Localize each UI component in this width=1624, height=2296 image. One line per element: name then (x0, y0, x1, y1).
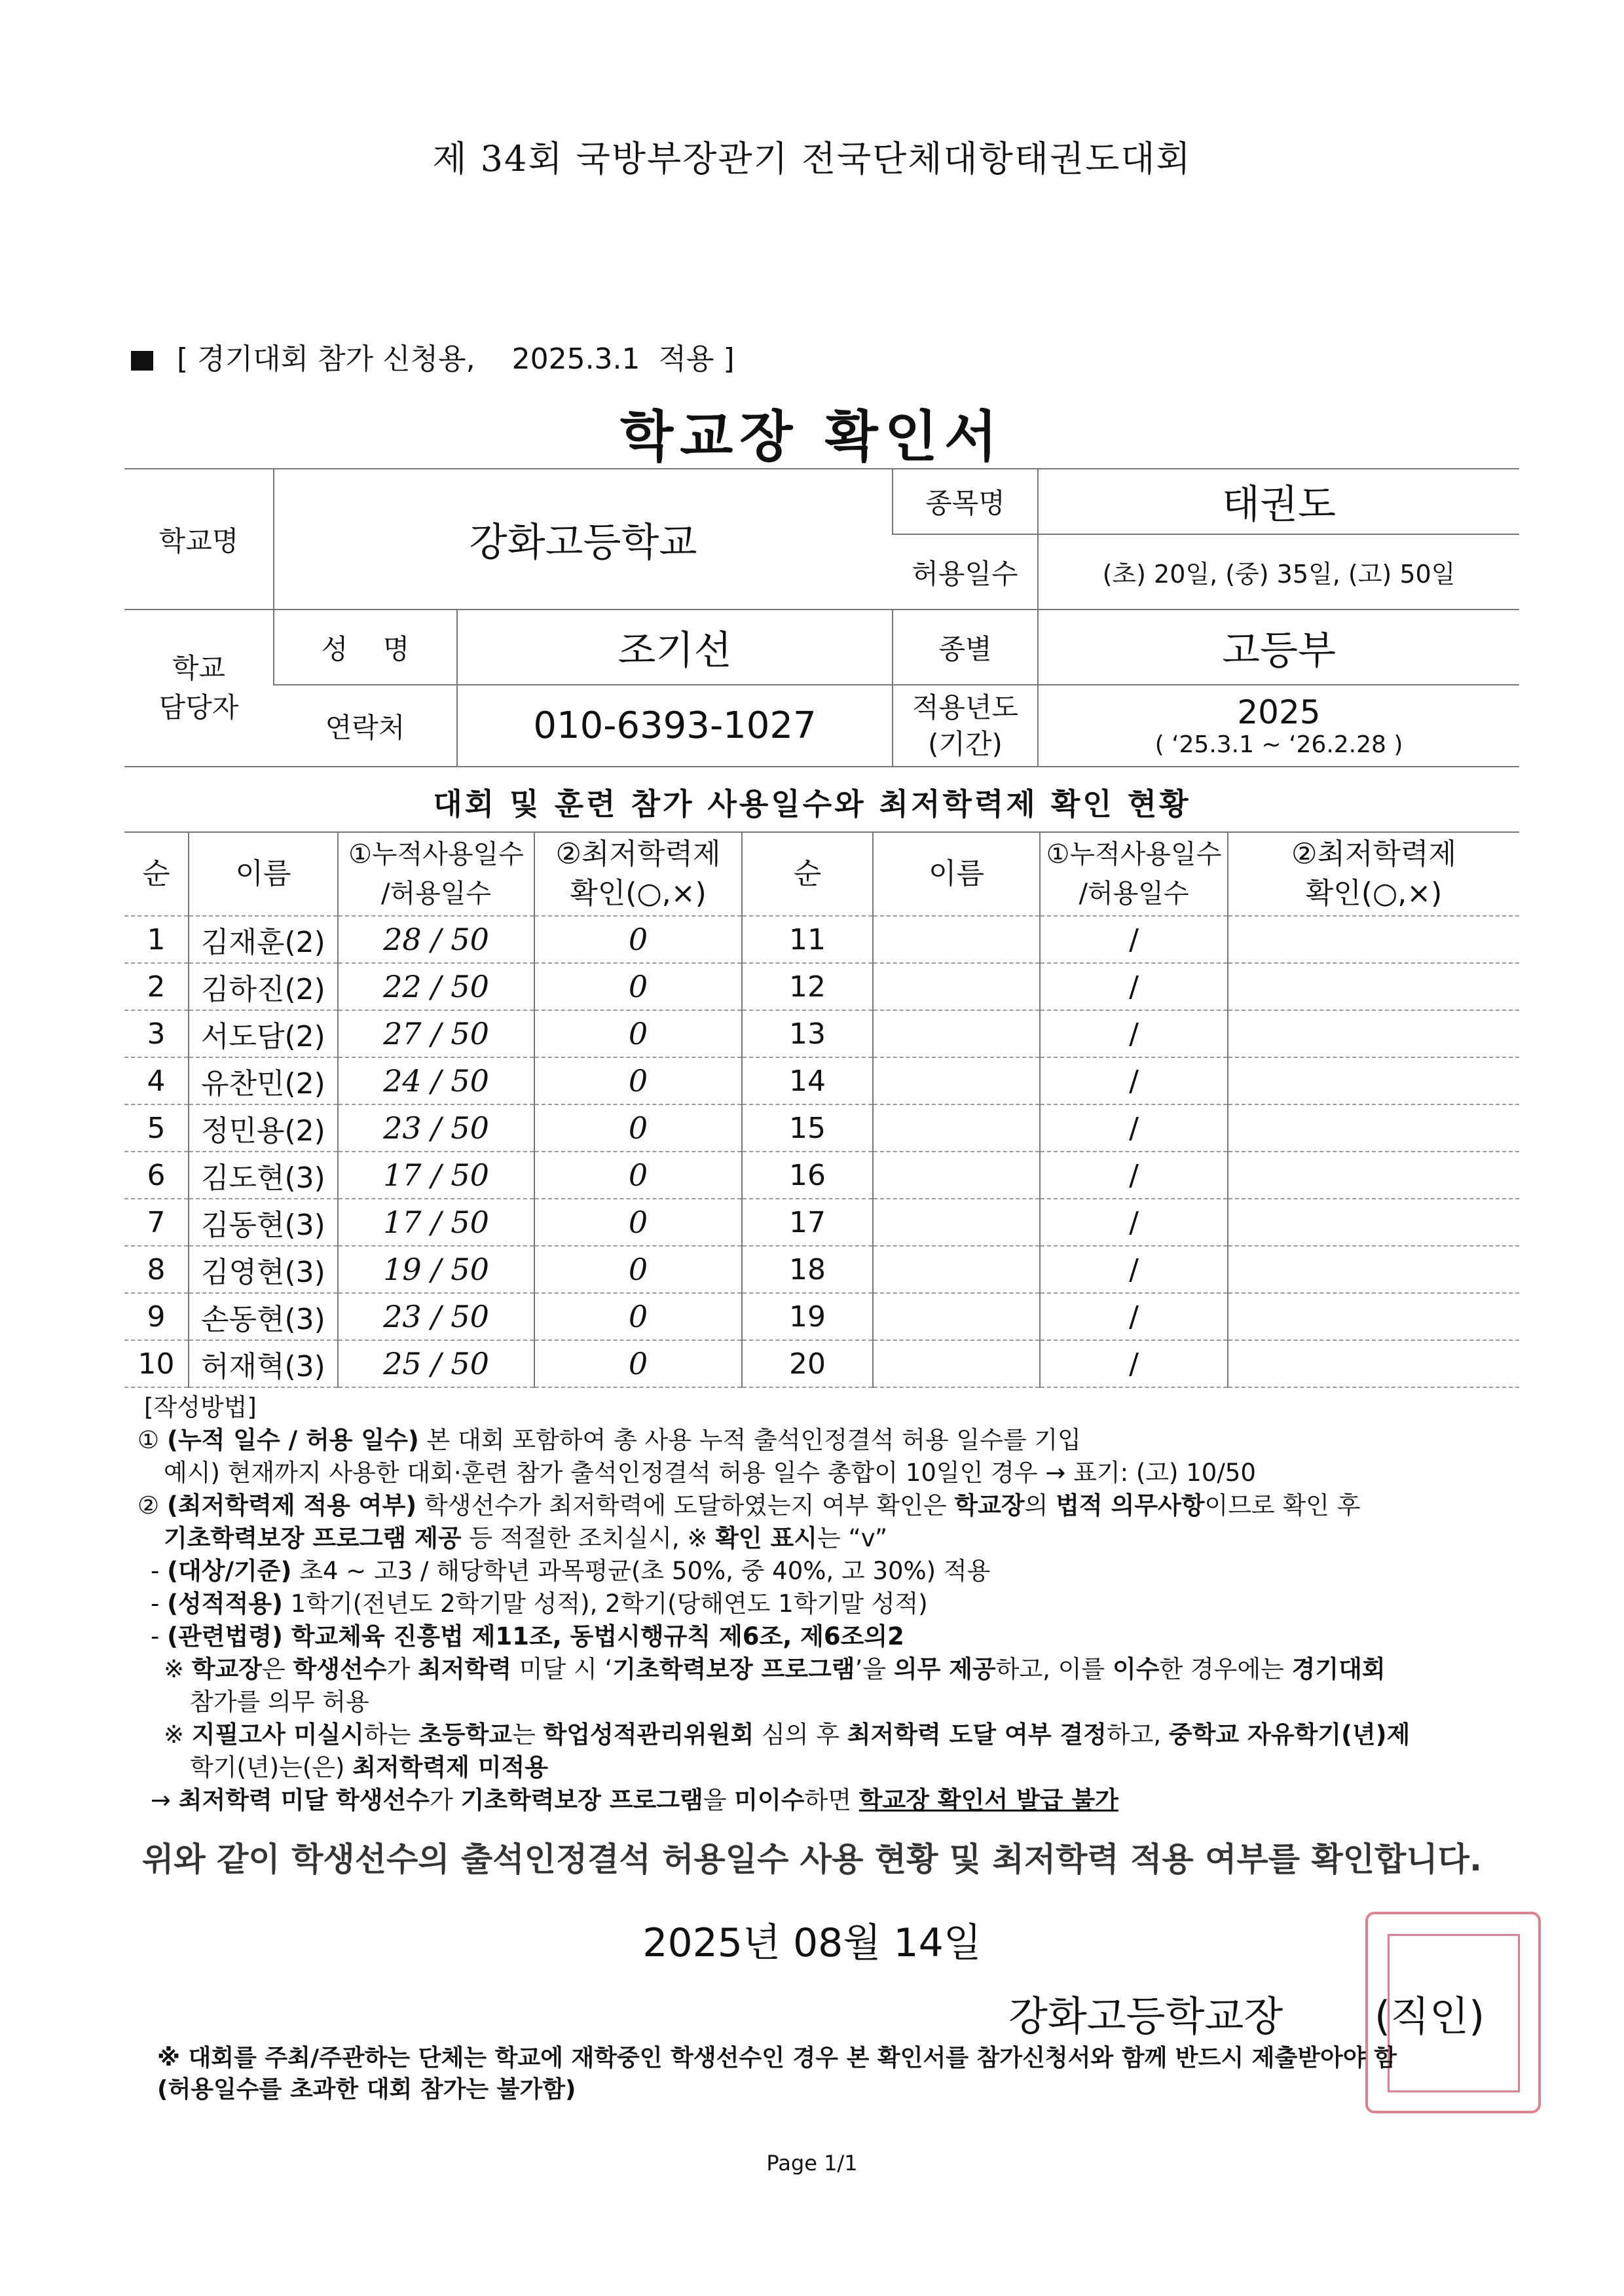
student-name-2 (873, 1152, 1040, 1199)
table-row (124, 963, 1519, 1010)
days-used: 22 / 50 (338, 963, 534, 1010)
info-table (124, 468, 1519, 767)
student-name-2 (873, 963, 1040, 1010)
header-no: 순 (124, 832, 189, 916)
student-name: 손동현(3) (189, 1293, 338, 1340)
manager-label: 학교 담당자 (124, 610, 274, 767)
days-used-2: / (1040, 1199, 1228, 1246)
table-row (124, 1340, 1519, 1387)
student-name: 서도담(2) (189, 1010, 338, 1057)
school-label: 학교명 (124, 469, 274, 610)
academic-check-2 (1228, 1010, 1519, 1057)
manager-name: 조기선 (457, 610, 893, 685)
table-row (124, 1104, 1519, 1152)
academic-check: 0 (534, 1010, 742, 1057)
period-value: ( ‘25.3.1 ~ ‘26.2.28 ) (1154, 731, 1403, 758)
row-no: 6 (124, 1152, 189, 1199)
table-row (124, 1246, 1519, 1293)
school-name: 강화고등학교 (274, 469, 893, 610)
academic-check-2 (1228, 1340, 1519, 1387)
student-name-2 (873, 1104, 1040, 1152)
row-no: 2 (124, 963, 189, 1010)
header-no-2: 순 (742, 832, 873, 916)
header-academic-2: ②최저학력제 확인(○,×) (1228, 832, 1519, 916)
year-label: 적용년도 (기간) (893, 685, 1038, 767)
confirm-statement: 위와 같이 학생선수의 출석인정결석 허용일수 사용 현황 및 최저학력 적용 여부를 확인합니다. (142, 1840, 1482, 1878)
student-name: 김동현(3) (189, 1199, 338, 1246)
student-name-2 (873, 1057, 1040, 1104)
academic-check-2 (1228, 1246, 1519, 1293)
student-name: 김영현(3) (189, 1246, 338, 1293)
row-no-2: 15 (742, 1104, 873, 1152)
student-name: 허재혁(3) (189, 1340, 338, 1387)
student-name: 김하진(2) (189, 963, 338, 1010)
days-used-2: / (1040, 1293, 1228, 1340)
days-used-2: / (1040, 916, 1228, 963)
row-no-2: 18 (742, 1246, 873, 1293)
detail-law: - (관련법령) 학교체육 진흥법 제11조, 동법시행규칙 제6조, 제6조의2 (151, 1622, 904, 1650)
notes-title: [작성방법] (144, 1393, 257, 1421)
days-used: 19 / 50 (338, 1246, 534, 1293)
student-name: 김도현(3) (189, 1152, 338, 1199)
row-no: 3 (124, 1010, 189, 1057)
row-no-2: 20 (742, 1340, 873, 1387)
header-days-2: ①누적사용일수 /허용일수 (1040, 832, 1228, 916)
page-number: Page 1/1 (766, 2151, 858, 2176)
year-value: 2025 (1237, 693, 1321, 731)
days-used: 17 / 50 (338, 1199, 534, 1246)
row-no: 1 (124, 916, 189, 963)
student-name: 김재훈(2) (189, 916, 338, 963)
contact-value: 010-6393-1027 (457, 685, 893, 767)
sport-label: 종목명 (893, 469, 1038, 534)
row-no: 10 (124, 1340, 189, 1387)
academic-check-2 (1228, 1104, 1519, 1152)
row-no-2: 19 (742, 1293, 873, 1340)
row-no-2: 16 (742, 1152, 873, 1199)
principal-signature (1008, 1984, 1485, 2042)
name-label: 성 명 (274, 610, 457, 685)
days-used-2: / (1040, 1057, 1228, 1104)
academic-check: 0 (534, 1104, 742, 1152)
academic-check: 0 (534, 1057, 742, 1104)
row-no-2: 13 (742, 1010, 873, 1057)
academic-check-2 (1228, 1057, 1519, 1104)
academic-check: 0 (534, 1199, 742, 1246)
section-label: [ 경기대회 참가 신청용, 2025.3.1 적용 ] (177, 342, 735, 376)
table-row (124, 1057, 1519, 1104)
days-used-2: / (1040, 1152, 1228, 1199)
row-no: 5 (124, 1104, 189, 1152)
document-title: 학교장 확인서 (619, 405, 1005, 469)
header-academic: ②최저학력제 확인(○,×) (534, 832, 742, 916)
days-used-2: / (1040, 1340, 1228, 1387)
special-note-1: ※ 학교장은 학생선수가 최저학력 미달 시 ‘기초학력보장 프로그램’을 의무 제공하고, 이를 이수한 경우에는 경기대회 (164, 1655, 1386, 1683)
special-note-2: ※ 지필고사 미실시하는 초등학교는 학업성적관리위원회 심의 후 최저학력 도달 여부 결정하고, 중학교 자유학기(년)제 (164, 1721, 1411, 1749)
allowed-days-value: (초) 20일, (중) 35일, (고) 50일 (1038, 534, 1519, 610)
student-name-2 (873, 1199, 1040, 1246)
row-no-2: 14 (742, 1057, 873, 1104)
row-no-2: 11 (742, 916, 873, 963)
days-used: 27 / 50 (338, 1010, 534, 1057)
special-note-1-line-2: 참가를 의무 허용 (190, 1688, 369, 1716)
footnote (157, 2043, 1397, 2105)
row-no: 9 (124, 1293, 189, 1340)
academic-check-2 (1228, 1152, 1519, 1199)
note-2: ② (최저학력제 적용 여부) 학생선수가 최저학력에 도달하였는지 여부 확인은 학교장의 법적 의무사항이므로 확인 후 (138, 1491, 1361, 1520)
student-name-2 (873, 1010, 1040, 1057)
footnote-line-1: ※ 대회를 주최/주관하는 단체는 학교에 재학중인 학생선수인 경우 본 확인서를 참가신청서와 함께 반드시 제출받아야 함 (157, 2045, 1397, 2071)
row-no: 7 (124, 1199, 189, 1246)
days-used-2: / (1040, 1010, 1228, 1057)
academic-check-2 (1228, 1199, 1519, 1246)
issue-date: 2025년 08월 14일 (642, 1920, 982, 1966)
academic-check: 0 (534, 916, 742, 963)
detail-target: - (대상/기준) 초4 ~ 고3 / 해당학년 과목평균(초 50%, 중 40%, 고 30%) 적용 (151, 1557, 991, 1585)
note-2-line-2: 기초학력보장 프로그램 제공 등 적절한 조치실시, ※ 확인 표시는 “v” (164, 1524, 888, 1552)
principal-name: 강화고등학교장 (1008, 1992, 1283, 2040)
instructions (138, 1391, 1545, 1817)
note-1: ① (누적 일수 / 허용 일수) 본 대회 포함하여 총 사용 누적 출석인정결석 허용 일수를 기입 (138, 1426, 1081, 1454)
days-used: 28 / 50 (338, 916, 534, 963)
academic-check: 0 (534, 963, 742, 1010)
table-row (124, 1010, 1519, 1057)
allowed-days-label: 허용일수 (893, 534, 1038, 610)
contact-label: 연락처 (274, 685, 457, 767)
table-row (124, 1199, 1519, 1246)
row-no-2: 12 (742, 963, 873, 1010)
days-used-2: / (1040, 1246, 1228, 1293)
detail-grade: - (성적적용) 1학기(전년도 2학기말 성적), 2학기(당해연도 1학기말 성적) (151, 1590, 928, 1618)
year-cell (1038, 685, 1519, 767)
student-name-2 (873, 916, 1040, 963)
student-name-2 (873, 1293, 1040, 1340)
academic-check-2 (1228, 916, 1519, 963)
student-name: 정민용(2) (189, 1104, 338, 1152)
academic-check: 0 (534, 1246, 742, 1293)
header-days: ①누적사용일수 /허용일수 (338, 832, 534, 916)
competition-header: 제 34회 국방부장관기 전국단체대항태권도대회 (432, 138, 1192, 179)
footnote-line-2: (허용일수를 초과한 대회 참가는 불가함) (157, 2076, 576, 2103)
square-bullet-icon (131, 351, 153, 371)
seal-label: (직인) (1374, 1992, 1485, 2040)
days-used: 25 / 50 (338, 1340, 534, 1387)
row-no-2: 17 (742, 1199, 873, 1246)
header-name-2: 이름 (873, 832, 1040, 916)
academic-check: 0 (534, 1152, 742, 1199)
academic-check: 0 (534, 1293, 742, 1340)
row-no: 4 (124, 1057, 189, 1104)
section-label-row (131, 335, 735, 377)
student-name: 유찬민(2) (189, 1057, 338, 1104)
days-used: 23 / 50 (338, 1104, 534, 1152)
student-name-2 (873, 1246, 1040, 1293)
table-row (124, 1293, 1519, 1340)
days-used-2: / (1040, 963, 1228, 1010)
days-used-2: / (1040, 1104, 1228, 1152)
table-row (124, 916, 1519, 963)
list-header-row (124, 832, 1519, 916)
academic-check-2 (1228, 1293, 1519, 1340)
student-list-table (124, 831, 1519, 1388)
academic-check: 0 (534, 1340, 742, 1387)
arrow-note: → 최저학력 미달 학생선수가 기초학력보장 프로그램을 미이수하면 학교장 확인서 발급 불가 (151, 1786, 1118, 1814)
academic-check-2 (1228, 963, 1519, 1010)
note-1-example: 예시) 현재까지 사용한 대회·훈련 참가 출석인정결석 허용 일수 총합이 10일인 경우 → 표기: (고) 10/50 (164, 1459, 1256, 1487)
days-used: 24 / 50 (338, 1057, 534, 1104)
table-row (124, 1152, 1519, 1199)
student-name-2 (873, 1340, 1040, 1387)
days-used: 23 / 50 (338, 1293, 534, 1340)
special-note-2-line-2: 학기(년)는(은) 최저학력제 미적용 (190, 1753, 549, 1781)
row-no: 8 (124, 1246, 189, 1293)
category-label: 종별 (893, 610, 1038, 685)
header-name: 이름 (189, 832, 338, 916)
days-used: 17 / 50 (338, 1152, 534, 1199)
list-title: 대회 및 훈련 참가 사용일수와 최저학력제 확인 현황 (433, 786, 1191, 822)
sport-value: 태권도 (1038, 469, 1519, 534)
category-value: 고등부 (1038, 610, 1519, 685)
